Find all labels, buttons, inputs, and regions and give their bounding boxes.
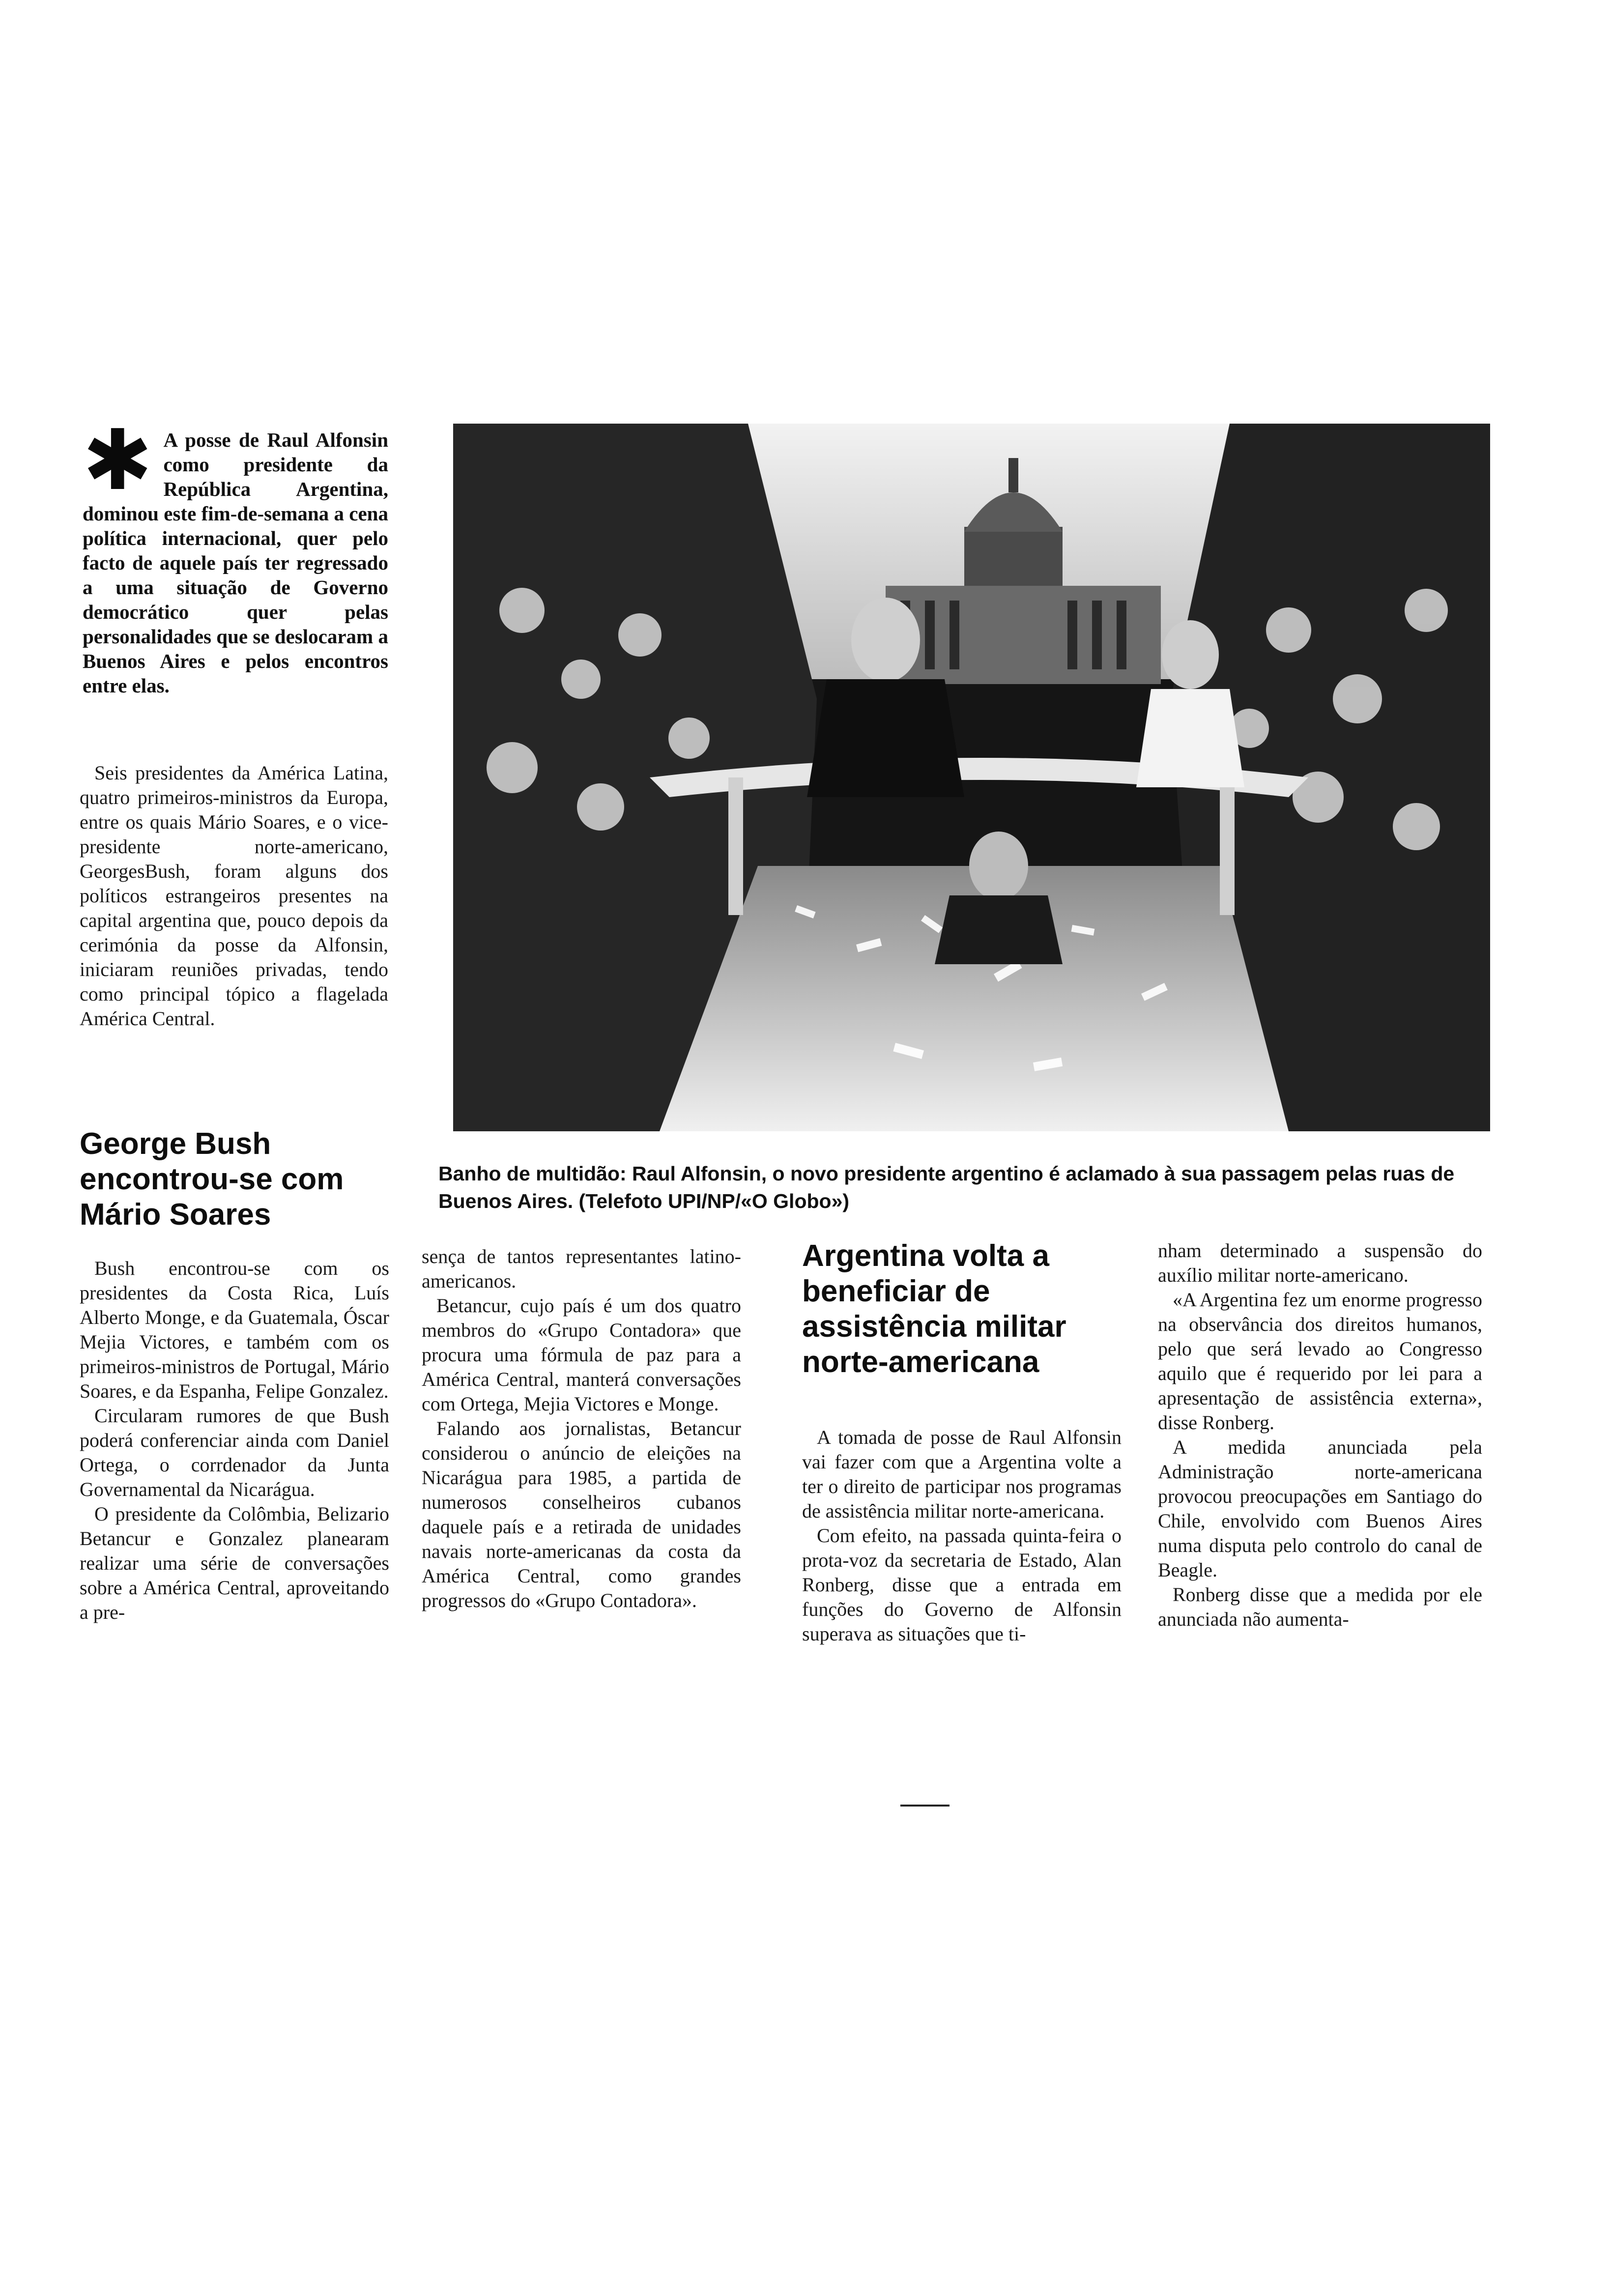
article2-col4-p2: «A Argentina fez um enorme progresso na observância dos direitos humanos, pelo que será levado ao Congresso aquilo que é requerido por lei para a apresentação de assistência externa», disse Ronberg. (1158, 1289, 1482, 1434)
article2-column-3 (802, 1425, 1122, 1646)
lead-block (83, 412, 388, 698)
article2-col4-p3: A medida anunciada pela Administração norte-americana provocou preocupações em Santiago do Chile, envolvido com Buenos Aires numa disputa pelo controlo do canal de Beagle. (1158, 1436, 1482, 1581)
article2-headline: Argentina volta a beneficiar de assistência militar norte-americana (802, 1239, 1066, 1379)
intro-column (80, 761, 388, 1031)
article2-col4-p4: Ronberg disse que a medida por ele anunciada não aumenta- (1158, 1583, 1482, 1630)
article1-col2-p1: sença de tantos representantes latino-americanos. (422, 1245, 741, 1292)
article1-col2-p2: Betancur, cujo país é um dos quatro membros do «Grupo Contadora» que procura uma fórmula de paz para a América Central, manterá conversações com Ortega, Mejia Victores e Monge. (422, 1294, 741, 1415)
lead-text: A posse de Raul Alfonsin como presidente da República Argentina, dominou este fim-de-semana a cena política internacional, quer pelo facto de aquele país ter regressado a uma situação de Governo democrático quer pelas personalidades que se deslocaram a Buenos Aires e pelos encontros entre elas. (83, 429, 388, 697)
article2-col3-p1: A tomada de posse de Raul Alfonsin vai fazer com que a Argentina volte a ter o direito de participar nos programas de assistência militar norte-americana. (802, 1426, 1122, 1522)
article1-headline-box (80, 1126, 394, 1233)
article1-col2-p3: Falando aos jornalistas, Betancur considerou o anúncio de eleições na Nicarágua para 1985, a partida de numerosos conselheiros cubanos daquele país e a retirada de unidades navais norte-americanas da costa da América Central, como grandes progressos do «Grupo Contadora». (422, 1417, 741, 1611)
article2-col3-p2: Com efeito, na passada quinta-feira o prota-voz da secretaria de Estado, Alan Ronberg, disse que a entrada em funções do Governo de Alfonsin superava as situações que ti- (802, 1524, 1122, 1645)
article1-headline: George Bush encontrou-se com Mário Soares (80, 1127, 344, 1232)
photo-caption: Banho de multidão: Raul Alfonsin, o novo presidente argentino é aclamado à sua passagem pelas ruas de Buenos Aires. (Telefoto UPI/NP/«O Globo») (438, 1162, 1455, 1212)
article2-headline-box (802, 1238, 1117, 1380)
article2-column-4 (1158, 1238, 1482, 1632)
article1-col1-p1: Bush encontrou-se com os presidentes da Costa Rica, Luís Alberto Monge, e da Guatemala, Óscar Mejia Victores, e também com os primeiros-ministros de Portugal, Mário Soares, e da Espanha, Felipe Gonzalez. (80, 1257, 389, 1402)
intro-paragraph: Seis presidentes da América Latina, quatro primeiros-ministros da Europa, entre os quais Mário Soares, e o vice-presidente norte-americano, GeorgesBush, foram alguns dos políticos estrangeiros presentes na capital argentina que, pouco depois da cerimónia da posse da Alfonsin, iniciaram reuniões privadas, tendo como principal tópico a flagelada América Central. (80, 762, 388, 1030)
crowd-photo-illustration (453, 424, 1490, 1131)
article1-column-2 (422, 1244, 741, 1613)
bottom-rule (900, 1805, 950, 1807)
article1-column-1 (80, 1256, 389, 1625)
crowd-photo (453, 424, 1490, 1131)
article2-col4-p1: nham determinado a suspensão do auxílio militar norte-americano. (1158, 1239, 1482, 1286)
asterisk-icon: ✱ (83, 412, 153, 509)
article1-col1-p3: O presidente da Colômbia, Belizario Betancur e Gonzalez planearam realizar uma série de conversações sobre a América Central, aproveitando a pre- (80, 1503, 389, 1623)
article1-col1-p2: Circularam rumores de que Bush poderá conferenciar ainda com Daniel Ortega, o corrdenador da Junta Governamental da Nicarágua. (80, 1405, 389, 1500)
